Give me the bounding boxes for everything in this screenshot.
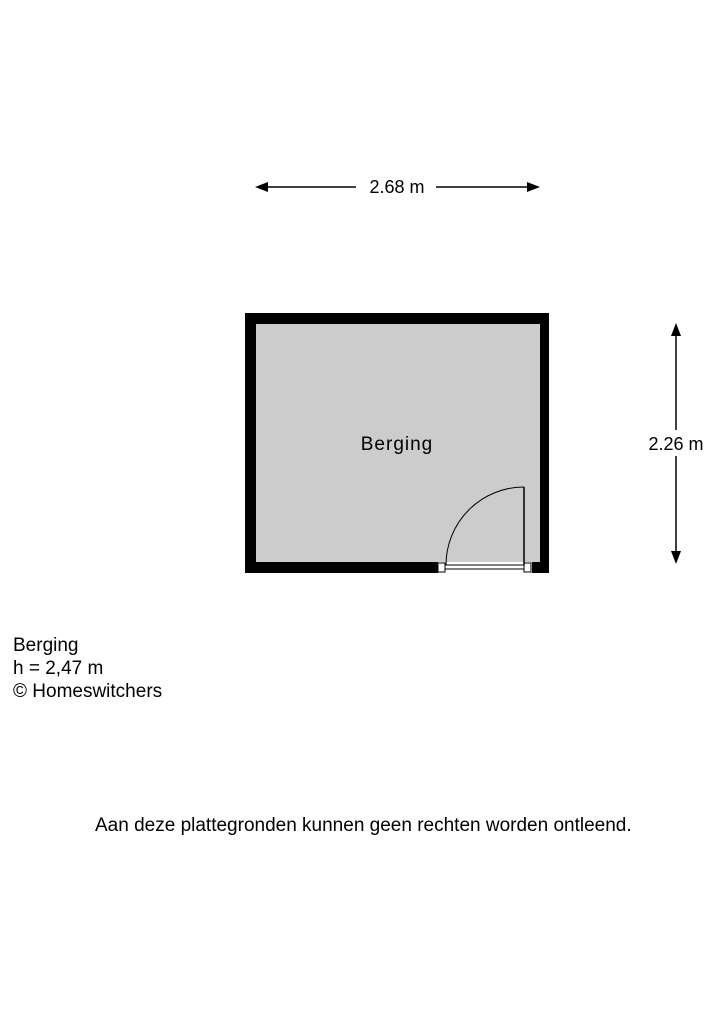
room-info [13, 634, 162, 703]
arrow-right-icon [527, 182, 540, 192]
arrow-up-icon [671, 323, 681, 336]
height-dimension-label: 2.26 m [648, 434, 704, 454]
arrow-down-icon [671, 551, 681, 564]
door-jamb-right [524, 563, 531, 572]
disclaimer-text: Aan deze plattegronden kunnen geen rechten worden ontleend. [95, 815, 632, 836]
room-info-height: h = 2,47 m [13, 658, 104, 679]
arrow-left-icon [255, 182, 268, 192]
room-info-name: Berging [13, 635, 79, 656]
door-jamb-left [438, 563, 445, 572]
width-dimension [255, 177, 540, 197]
room-label: Berging [360, 434, 434, 455]
door-opening [438, 562, 532, 573]
width-dimension-label: 2.68 m [369, 177, 425, 197]
copyright-text: © Homeswitchers [13, 681, 163, 702]
height-dimension [648, 323, 703, 564]
